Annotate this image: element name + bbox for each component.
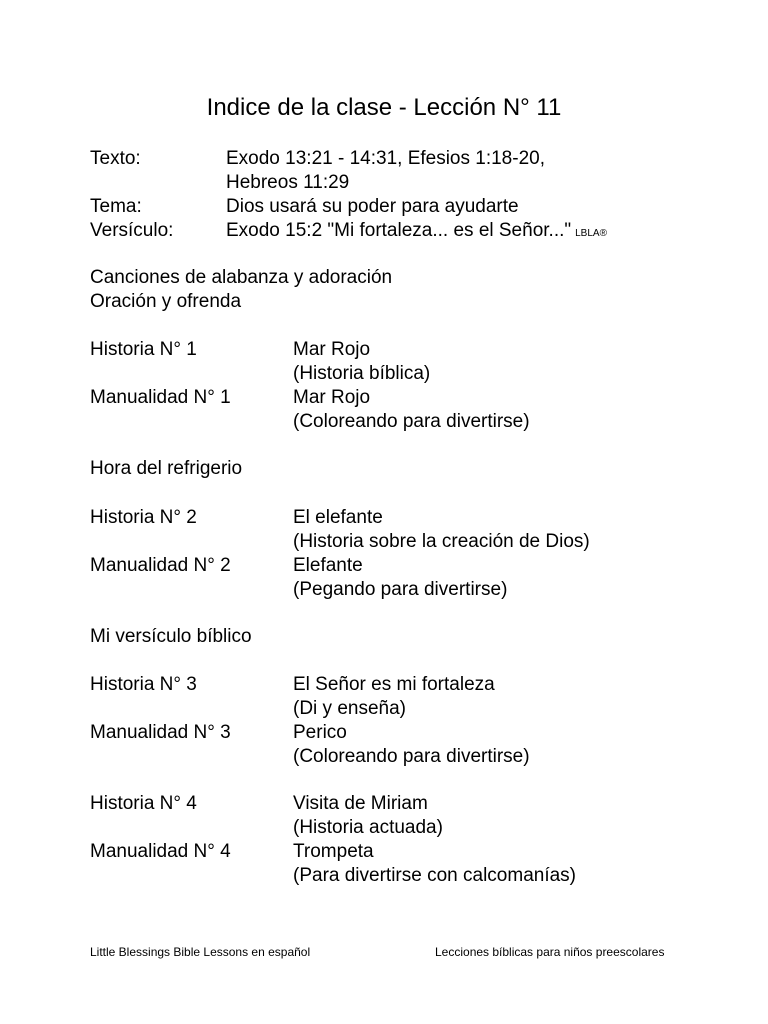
footer-left: Little Blessings Bible Lessons en español [90,945,311,959]
manualidad-3-title: Perico [293,722,347,743]
manualidad-3-sub: (Coloreando para divertirse) [293,746,530,767]
texto-value-line1: Exodo 13:21 - 14:31, Efesios 1:18-20, [226,148,545,169]
manualidad-3-label: Manualidad N° 3 [90,722,231,743]
opening-songs: Canciones de alabanza y adoración [90,267,393,288]
opening-prayer: Oración y ofrenda [90,291,242,312]
historia-3-sub: (Di y enseña) [293,698,406,719]
historia-2-sub: (Historia sobre la creación de Dios) [293,531,590,552]
tema-label: Tema: [90,196,142,217]
historia-1-sub: (Historia bíblica) [293,363,431,384]
historia-4-sub: (Historia actuada) [293,817,443,838]
versiculo-version-tag: LBLA® [575,228,607,239]
historia-4-title: Visita de Miriam [293,793,428,814]
tema-value: Dios usará su poder para ayudarte [226,196,519,217]
historia-3-label: Historia N° 3 [90,674,197,695]
historia-4-label: Historia N° 4 [90,793,197,814]
historia-2-title: El elefante [293,507,383,528]
snack-time: Hora del refrigerio [90,458,243,479]
versiculo-line [226,219,607,246]
manualidad-4-title: Trompeta [293,841,374,862]
texto-value-line2: Hebreos 11:29 [226,172,350,193]
versiculo-label: Versículo: [90,220,174,241]
manualidad-2-title: Elefante [293,555,363,576]
texto-label: Texto: [90,148,141,169]
manualidad-2-label: Manualidad N° 2 [90,555,231,576]
manualidad-1-sub: (Coloreando para divertirse) [293,411,530,432]
manualidad-1-label: Manualidad N° 1 [90,387,231,408]
manualidad-4-sub: (Para divertirse con calcomanías) [293,865,576,886]
historia-3-title: El Señor es mi fortaleza [293,674,495,695]
footer-right: Lecciones bíblicas para niños preescolares [435,945,665,959]
historia-2-label: Historia N° 2 [90,507,197,528]
manualidad-1-title: Mar Rojo [293,387,371,408]
historia-1-label: Historia N° 1 [90,339,197,360]
historia-1-title: Mar Rojo [293,339,371,360]
versiculo-value: Exodo 15:2 "Mi fortaleza... es el Señor..." [226,220,572,241]
manualidad-2-sub: (Pegando para divertirse) [293,579,508,600]
page-title: Indice de la clase - Lección N° 11 [206,94,562,121]
memory-verse-heading: Mi versículo bíblico [90,626,252,647]
manualidad-4-label: Manualidad N° 4 [90,841,231,862]
